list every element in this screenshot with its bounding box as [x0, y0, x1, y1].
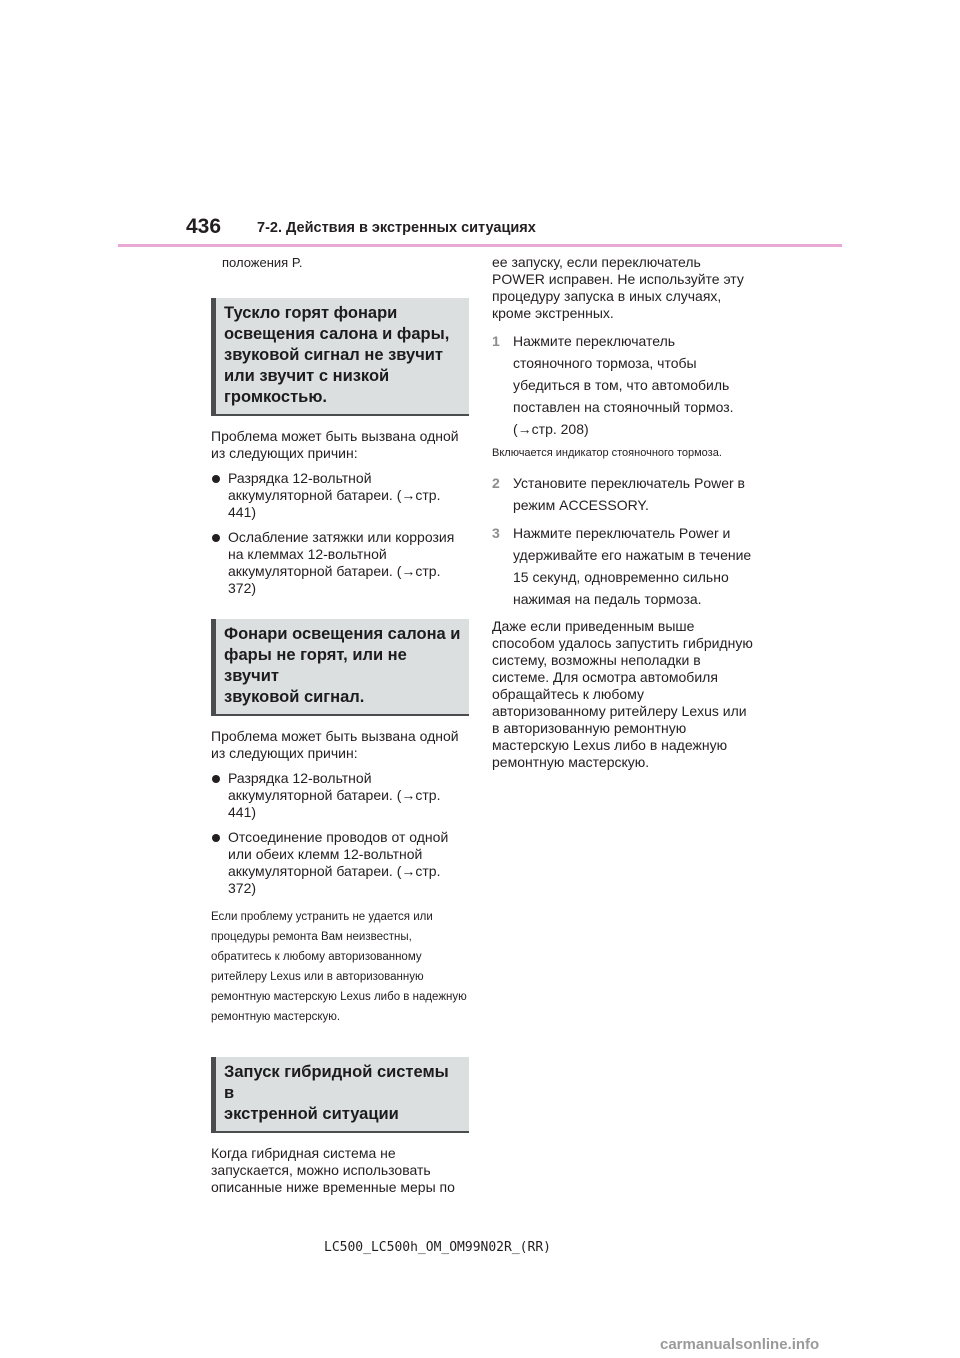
- step-text: Нажмите переключатель Power и удерживайте его нажатым в течение 15 секунд, одновременно сильно нажимая на педаль тормоза.: [513, 525, 752, 607]
- heading-emergency-start: [211, 1057, 469, 1133]
- continued-text: положения P.: [222, 255, 303, 270]
- heading-line: громкостью.: [224, 388, 327, 406]
- cause-item: Ослабление затяжки или коррозия на клеммах 12-вольтной аккумуляторной батареи. (→стр. 372): [211, 529, 469, 597]
- continued-text: ее запуску, если переключатель POWER исправен. Не используйте эту процедуру запуска в иных случаях, кроме экстренных.: [492, 254, 744, 321]
- service-note: Если проблему устранить не удается или процедуры ремонта Вам неизвестны, обратитесь к любому авторизованному ритейлеру Lexus или в авторизованную ремонтную мастерскую Lexus либо в надежную ремонтную мастерскую.: [211, 911, 467, 1023]
- heading-line: звуковой сигнал не звучит: [224, 346, 444, 364]
- heading-line: звуковой сигнал.: [224, 688, 365, 706]
- heading-lights-off: [211, 619, 469, 716]
- emergency-intro: Когда гибридная система не запускается, можно использовать описанные ниже временные меры по: [211, 1145, 455, 1195]
- step-number: 1: [492, 333, 500, 349]
- heading-line: Фонари освещения салона и: [224, 625, 461, 643]
- heading-line: или звучит с низкой: [224, 367, 390, 385]
- cause-item: Отсоединение проводов от одной или обеих клемм 12-вольтной аккумуляторной батареи. (→стр. 372): [211, 829, 469, 897]
- right-column: [492, 254, 754, 779]
- cause-item: Разрядка 12-вольтной аккумуляторной батареи. (→стр. 441): [211, 470, 469, 521]
- section-title: 7-2. Действия в экстренных ситуациях: [257, 220, 536, 236]
- heading-line: фары не горят, или не звучит: [224, 646, 407, 685]
- step-item: [492, 522, 754, 610]
- cause-intro: Проблема может быть вызвана одной из следующих причин:: [211, 428, 459, 461]
- heading-line: освещения салона и фары,: [224, 325, 450, 343]
- step-note: Включается индикатор стояночного тормоза.: [492, 447, 722, 459]
- cause-list: [211, 470, 469, 597]
- left-column: [211, 254, 469, 1204]
- step-list: [492, 330, 754, 440]
- cause-list: [211, 770, 469, 897]
- step-number: 3: [492, 525, 500, 541]
- heading-line: Тускло горят фонари: [224, 304, 398, 322]
- watermark: carmanualsonline.info: [660, 1336, 820, 1353]
- cause-intro: Проблема может быть вызвана одной из следующих причин:: [211, 728, 459, 761]
- closing-text: Даже если приведенным выше способом удалось запустить гибридную систему, возможны неполадки в системе. Для осмотра автомобиля обращайтесь к любому авторизованному ритейлеру Lexus или в авторизованную ремонтную мастерскую Lexus либо в надежную ремонтную мастерскую.: [492, 618, 753, 770]
- step-number: 2: [492, 475, 500, 491]
- step-item: [492, 330, 754, 440]
- step-text: Установите переключатель Power в режим ACCESSORY.: [513, 475, 745, 513]
- header-rule: [118, 244, 842, 247]
- step-item: [492, 472, 754, 516]
- step-text: Нажмите переключатель стояночного тормоза, чтобы убедиться в том, что автомобиль поставлен на стояночный тормоз. (→стр. 208): [513, 333, 734, 437]
- cause-item: Разрядка 12-вольтной аккумуляторной батареи. (→стр. 441): [211, 770, 469, 821]
- document-code: LC500_LC500h_OM_OM99N02R_(RR): [324, 1240, 551, 1255]
- step-list: [492, 472, 754, 610]
- heading-line: экстренной ситуации: [224, 1105, 399, 1123]
- heading-dim-lights: [211, 298, 469, 416]
- heading-line: Запуск гибридной системы в: [224, 1063, 449, 1102]
- page-number: 436: [186, 215, 222, 238]
